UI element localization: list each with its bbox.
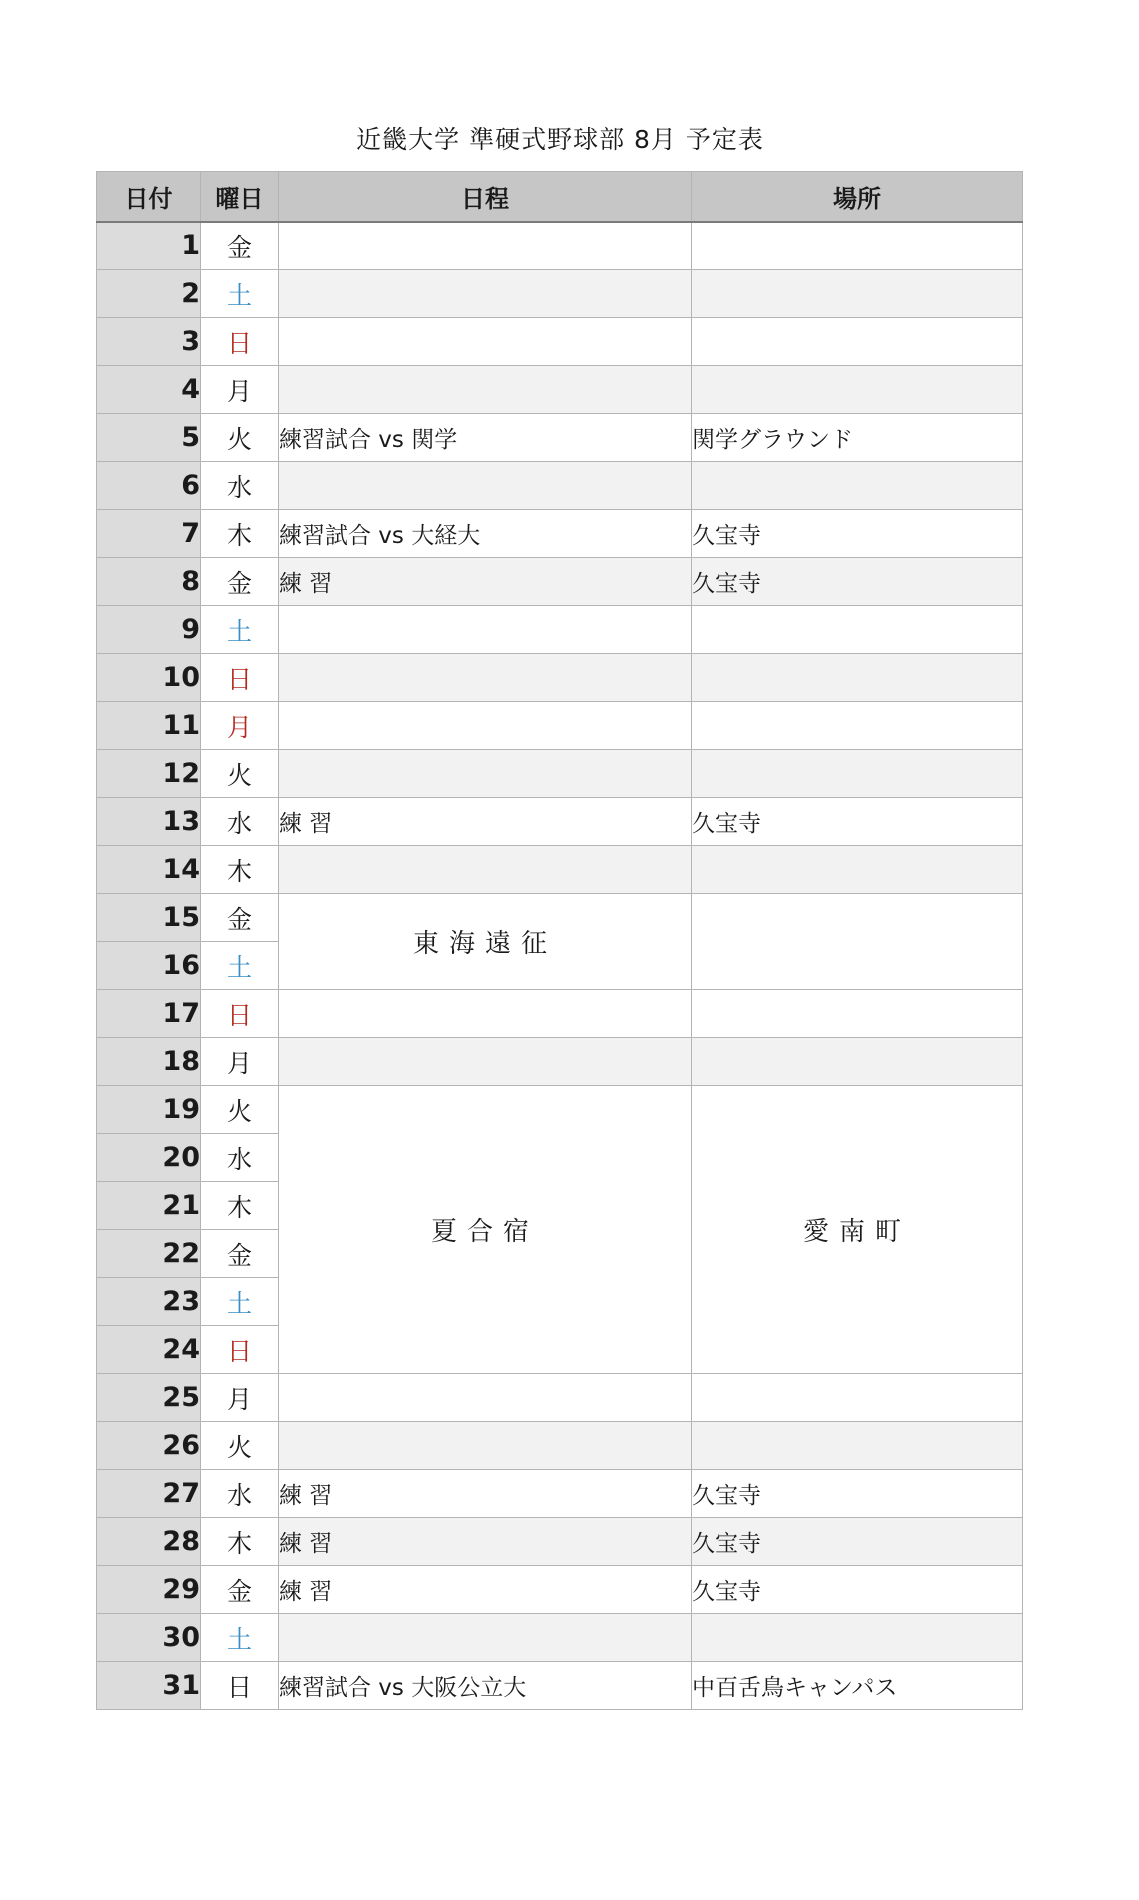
table-row	[97, 1086, 1023, 1134]
day-cell: 7	[97, 510, 201, 558]
event-cell: 東海遠征	[279, 894, 692, 990]
day-cell: 22	[97, 1230, 201, 1278]
table-row	[97, 366, 1023, 414]
header-event: 日程	[279, 172, 692, 222]
table-row	[97, 318, 1023, 366]
weekday-cell: 月	[201, 702, 279, 750]
table-row	[97, 270, 1023, 318]
day-cell: 3	[97, 318, 201, 366]
table-row	[97, 462, 1023, 510]
event-cell: 練習試合 vs 関学	[279, 414, 692, 462]
event-cell: 練 習	[279, 1470, 692, 1518]
event-cell: 練 習	[279, 558, 692, 606]
table-row	[97, 414, 1023, 462]
place-cell	[692, 270, 1023, 318]
place-cell: 久宝寺	[692, 798, 1023, 846]
day-cell: 11	[97, 702, 201, 750]
weekday-cell: 土	[201, 1278, 279, 1326]
day-cell: 5	[97, 414, 201, 462]
place-cell	[692, 846, 1023, 894]
weekday-cell: 火	[201, 414, 279, 462]
weekday-cell: 火	[201, 1086, 279, 1134]
place-cell: 中百舌鳥キャンパス	[692, 1662, 1023, 1710]
event-cell	[279, 462, 692, 510]
table-row	[97, 222, 1023, 270]
day-cell: 24	[97, 1326, 201, 1374]
place-cell	[692, 222, 1023, 270]
weekday-cell: 金	[201, 222, 279, 270]
place-cell	[692, 894, 1023, 990]
day-cell: 6	[97, 462, 201, 510]
weekday-cell: 土	[201, 606, 279, 654]
day-cell: 31	[97, 1662, 201, 1710]
event-cell: 夏合宿	[279, 1086, 692, 1374]
weekday-cell: 木	[201, 1182, 279, 1230]
day-cell: 19	[97, 1086, 201, 1134]
event-cell: 練 習	[279, 1518, 692, 1566]
place-cell	[692, 1038, 1023, 1086]
day-cell: 28	[97, 1518, 201, 1566]
day-cell: 12	[97, 750, 201, 798]
event-cell: 練習試合 vs 大経大	[279, 510, 692, 558]
weekday-cell: 金	[201, 558, 279, 606]
event-cell	[279, 222, 692, 270]
event-cell: 練習試合 vs 大阪公立大	[279, 1662, 692, 1710]
day-cell: 17	[97, 990, 201, 1038]
event-cell	[279, 654, 692, 702]
weekday-cell: 火	[201, 1422, 279, 1470]
day-cell: 18	[97, 1038, 201, 1086]
event-cell	[279, 270, 692, 318]
weekday-cell: 土	[201, 942, 279, 990]
event-cell	[279, 606, 692, 654]
weekday-cell: 金	[201, 894, 279, 942]
schedule-table	[96, 171, 1023, 1710]
header-place: 場所	[692, 172, 1023, 222]
weekday-cell: 日	[201, 654, 279, 702]
weekday-cell: 日	[201, 1662, 279, 1710]
weekday-cell: 木	[201, 510, 279, 558]
table-row	[97, 654, 1023, 702]
event-cell	[279, 1038, 692, 1086]
page-title: 近畿大学 準硬式野球部 8月 予定表	[356, 125, 764, 154]
table-row	[97, 894, 1023, 942]
event-cell	[279, 846, 692, 894]
table-row	[97, 1662, 1023, 1710]
table-row	[97, 846, 1023, 894]
weekday-cell: 土	[201, 270, 279, 318]
day-cell: 20	[97, 1134, 201, 1182]
event-cell	[279, 990, 692, 1038]
day-cell: 13	[97, 798, 201, 846]
weekday-cell: 月	[201, 366, 279, 414]
weekday-cell: 木	[201, 846, 279, 894]
day-cell: 8	[97, 558, 201, 606]
table-row	[97, 798, 1023, 846]
place-cell	[692, 654, 1023, 702]
weekday-cell: 木	[201, 1518, 279, 1566]
event-cell: 練 習	[279, 1566, 692, 1614]
event-cell	[279, 1374, 692, 1422]
event-cell: 練 習	[279, 798, 692, 846]
day-cell: 1	[97, 222, 201, 270]
table-row	[97, 1374, 1023, 1422]
table-row	[97, 702, 1023, 750]
weekday-cell: 火	[201, 750, 279, 798]
place-cell: 久宝寺	[692, 510, 1023, 558]
weekday-cell: 月	[201, 1038, 279, 1086]
place-cell	[692, 1614, 1023, 1662]
table-row	[97, 990, 1023, 1038]
header-weekday: 曜日	[201, 172, 279, 222]
day-cell: 21	[97, 1182, 201, 1230]
event-cell	[279, 318, 692, 366]
weekday-cell: 水	[201, 1134, 279, 1182]
table-row	[97, 1518, 1023, 1566]
place-cell	[692, 1374, 1023, 1422]
weekday-cell: 水	[201, 798, 279, 846]
weekday-cell: 水	[201, 462, 279, 510]
event-cell	[279, 366, 692, 414]
day-cell: 14	[97, 846, 201, 894]
header-day: 日付	[97, 172, 201, 222]
place-cell	[692, 606, 1023, 654]
place-cell	[692, 990, 1023, 1038]
table-row	[97, 1038, 1023, 1086]
header-row	[97, 172, 1023, 222]
table-row	[97, 1470, 1023, 1518]
place-cell	[692, 462, 1023, 510]
table-row	[97, 558, 1023, 606]
table-row	[97, 510, 1023, 558]
weekday-cell: 月	[201, 1374, 279, 1422]
table-row	[97, 1566, 1023, 1614]
day-cell: 27	[97, 1470, 201, 1518]
day-cell: 30	[97, 1614, 201, 1662]
place-cell	[692, 366, 1023, 414]
weekday-cell: 水	[201, 1470, 279, 1518]
event-cell	[279, 702, 692, 750]
place-cell: 久宝寺	[692, 558, 1023, 606]
place-cell: 久宝寺	[692, 1566, 1023, 1614]
table-row	[97, 1614, 1023, 1662]
weekday-cell: 土	[201, 1614, 279, 1662]
day-cell: 16	[97, 942, 201, 990]
event-cell	[279, 1422, 692, 1470]
event-cell	[279, 750, 692, 798]
place-cell	[692, 750, 1023, 798]
weekday-cell: 金	[201, 1230, 279, 1278]
day-cell: 29	[97, 1566, 201, 1614]
place-cell	[692, 702, 1023, 750]
day-cell: 10	[97, 654, 201, 702]
day-cell: 9	[97, 606, 201, 654]
place-cell: 久宝寺	[692, 1470, 1023, 1518]
weekday-cell: 金	[201, 1566, 279, 1614]
day-cell: 23	[97, 1278, 201, 1326]
day-cell: 4	[97, 366, 201, 414]
table-row	[97, 1422, 1023, 1470]
weekday-cell: 日	[201, 990, 279, 1038]
day-cell: 2	[97, 270, 201, 318]
place-cell	[692, 318, 1023, 366]
table-row	[97, 606, 1023, 654]
place-cell	[692, 1422, 1023, 1470]
day-cell: 26	[97, 1422, 201, 1470]
place-cell: 愛南町	[692, 1086, 1023, 1374]
day-cell: 15	[97, 894, 201, 942]
place-cell: 久宝寺	[692, 1518, 1023, 1566]
table-row	[97, 750, 1023, 798]
event-cell	[279, 1614, 692, 1662]
day-cell: 25	[97, 1374, 201, 1422]
place-cell: 関学グラウンド	[692, 414, 1023, 462]
weekday-cell: 日	[201, 318, 279, 366]
weekday-cell: 日	[201, 1326, 279, 1374]
